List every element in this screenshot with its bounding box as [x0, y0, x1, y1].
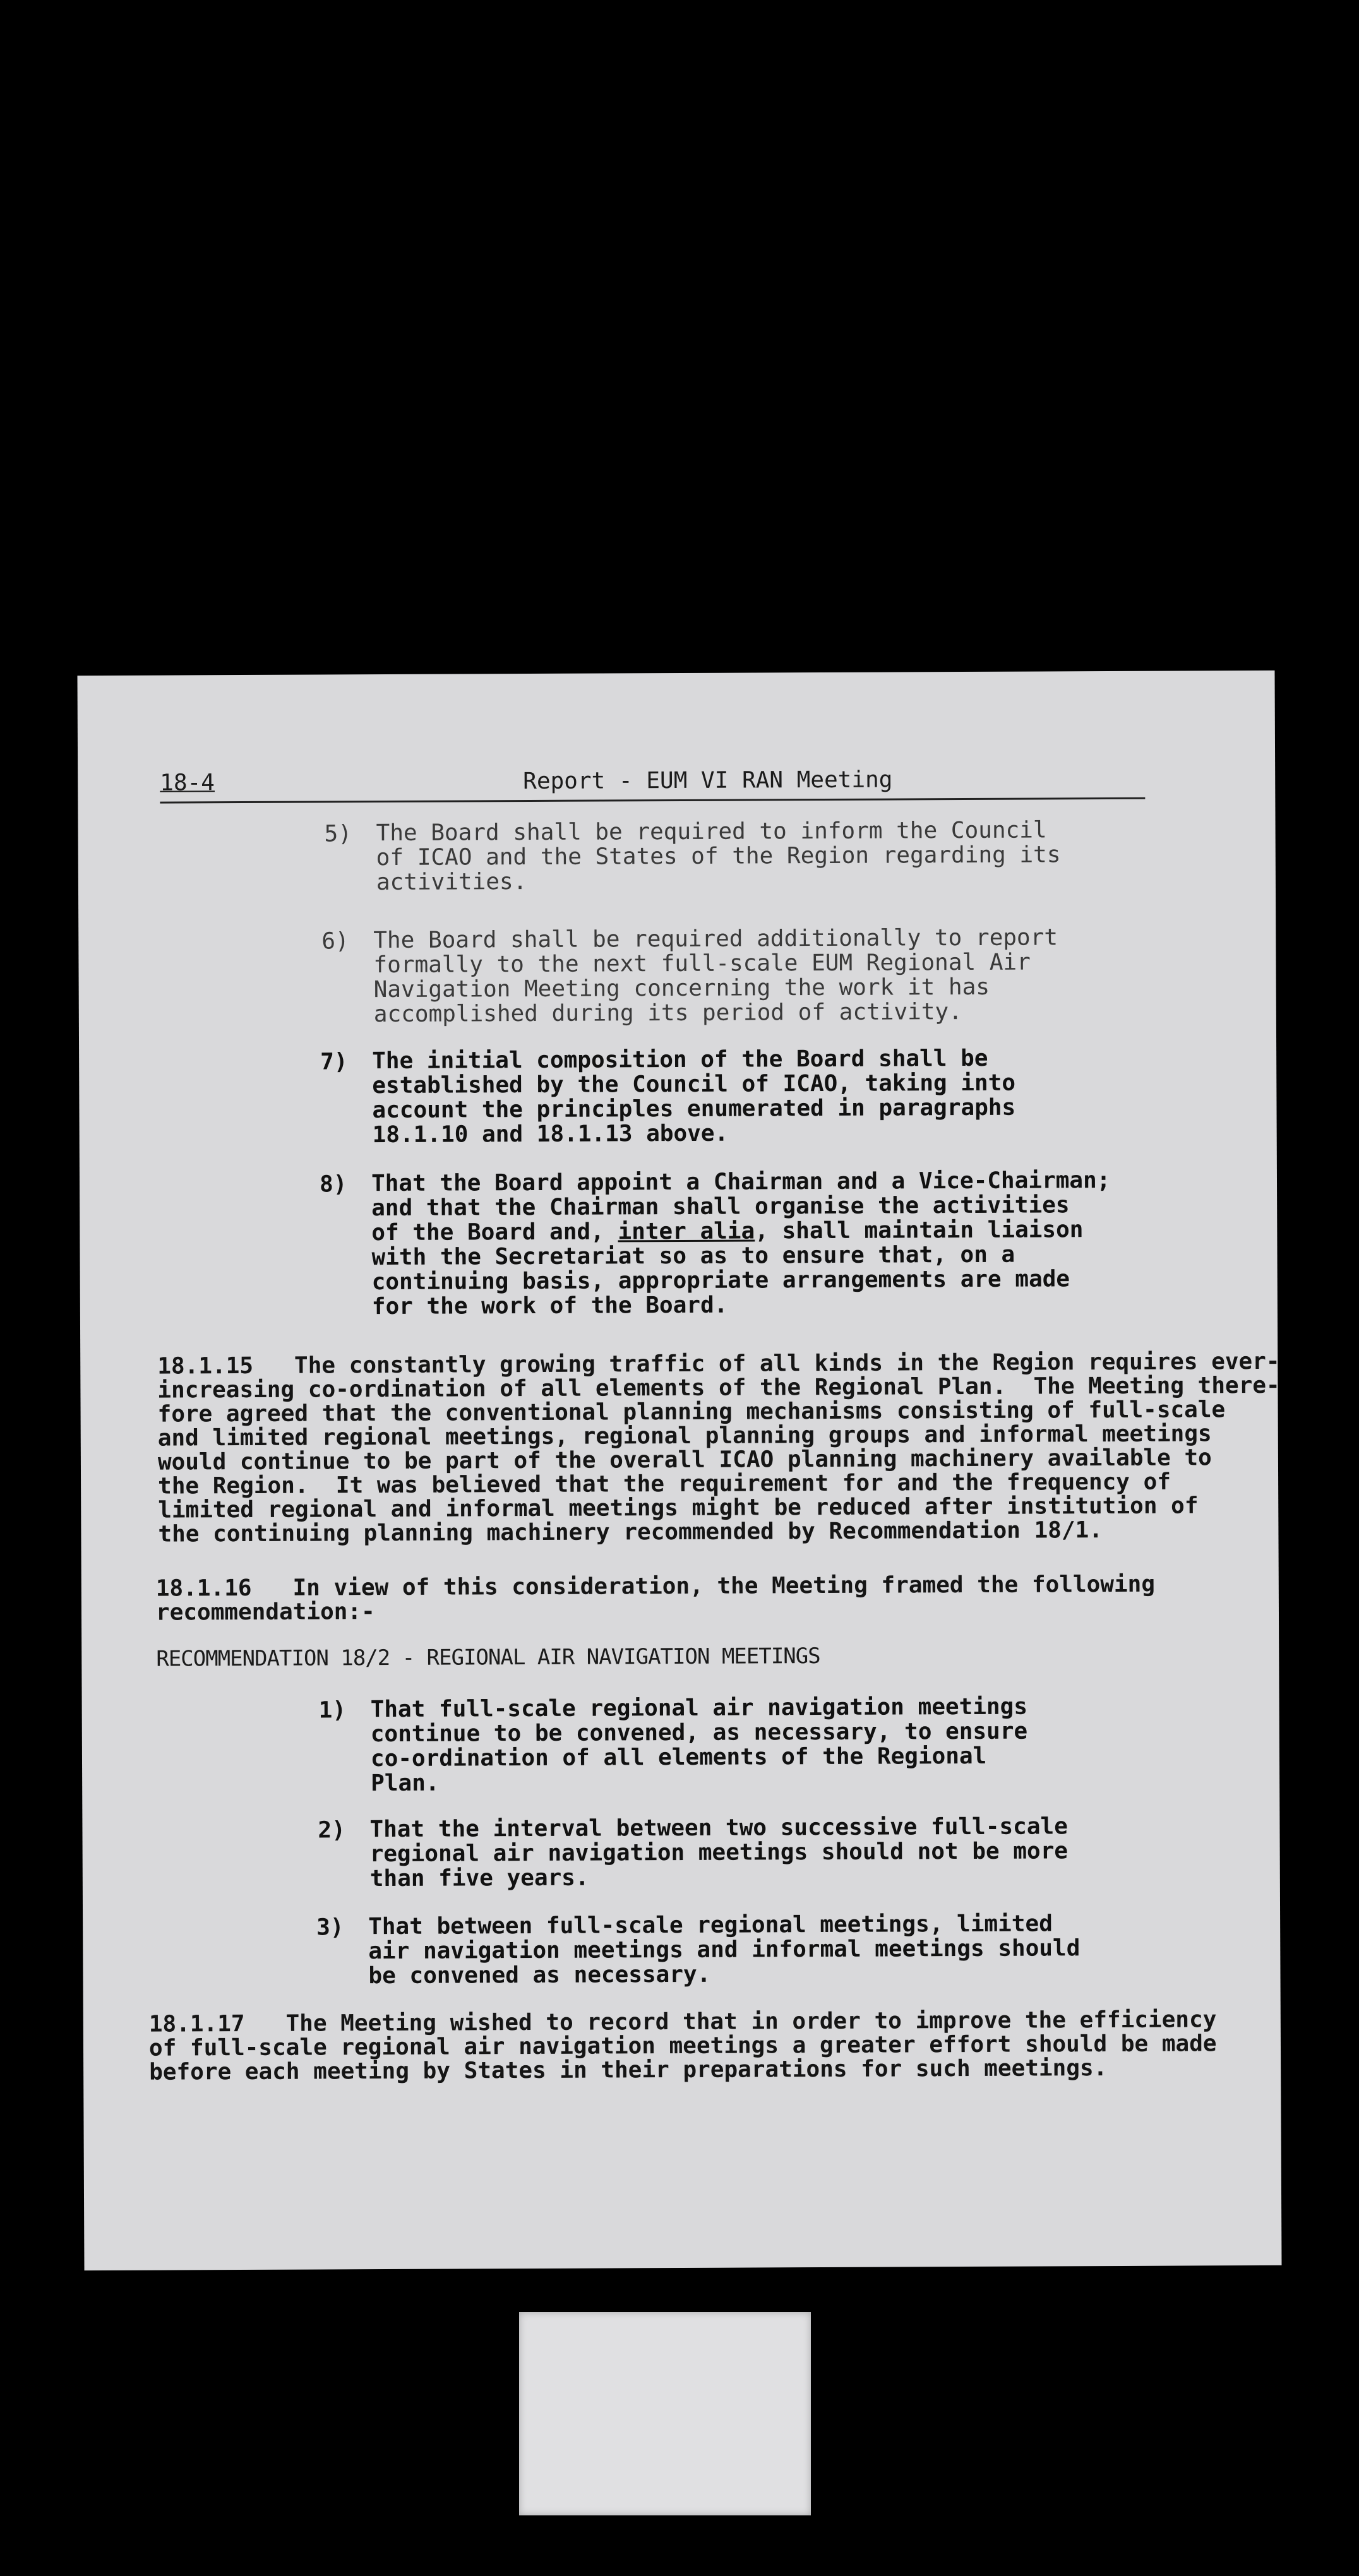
page-number: 18-4: [160, 770, 215, 796]
item-text: That full-scale regional air navigation meetings continue to be convened, as necessary, to ensure co-ordination of all elements of the Regional Plan.: [370, 1693, 1028, 1797]
item-number: 2): [318, 1817, 345, 1844]
item-text: The Board shall be required to inform the Council of ICAO and the States of the Region regarding its activities.: [376, 817, 1061, 896]
paragraph-18-1-17: 18.1.17 The Meeting wished to record that in order to improve the efficiency of full-scale regional air navigation meetings a greater effort should be made before each meeting by States in their preparations for such meetings.: [148, 2007, 1217, 2085]
emphasis-text: inter alia: [618, 1218, 755, 1245]
document-page: [77, 671, 1281, 2270]
item-line: , shall maintain liaison: [755, 1217, 1084, 1244]
page-header: [160, 766, 1145, 804]
item-text: That the interval between two successive full-scale regional air navigation meetings should not be more than five years.: [369, 1813, 1069, 1892]
item-text: The initial composition of the Board shall be established by the Council of ICAO, taking into account the principles enumerated in paragraphs 18.1.10 and 18.1.13 above.: [372, 1045, 1016, 1148]
recommendation-title: RECOMMENDATION 18/2 - REGIONAL AIR NAVIGATION MEETINGS: [156, 1643, 820, 1672]
item-line: with the Secretariat so as to ensure that, on a continuing basis, appropriate arrangements are made for the work of the Board.: [371, 1241, 1070, 1320]
item-line: That the Board appoint a Chairman and a Vice-Chairman;: [371, 1167, 1111, 1197]
item-number: 6): [321, 928, 349, 955]
item-number: 8): [319, 1171, 347, 1198]
item-number: 7): [320, 1049, 348, 1075]
item-line: of the Board and,: [371, 1219, 618, 1246]
item-text: [371, 1168, 1111, 1319]
header-title: Report - EUM VI RAN Meeting: [523, 766, 893, 795]
paragraph-18-1-16: 18.1.16 In view of this consideration, the Meeting framed the following recommendation:-: [155, 1571, 1156, 1626]
item-number: 3): [316, 1914, 344, 1941]
item-number: 5): [324, 821, 352, 847]
item-number: 1): [318, 1697, 347, 1724]
item-text: That between full-scale regional meetings, limited air navigation meetings and informal meetings should be convened as necessary.: [368, 1911, 1081, 1989]
item-text: The Board shall be required additionally to report formally to the next full-scale EUM Regional Air Navigation Meeting concerning the work it has accomplished during its period of activity.: [373, 924, 1058, 1028]
paragraph-18-1-15: 18.1.15 The constantly growing traffic of all kinds in the Region requires ever- increasing co-ordination of all elements of the Regional Plan. The Meeting there- fore agreed that the conventional planning mechanisms consisting of full-scale and limited regional meetings, regional planning groups and informal meetings would continue to be part of the overall ICAO planning machinery available to the Region. It was believed that the requirement for and the frequency of limited regional and informal meetings might be reduced after institution of the continuing planning machinery recommended by Recommendation 18/1.: [157, 1348, 1280, 1547]
item-line: and that the Chairman shall organise the activities: [371, 1192, 1070, 1222]
blank-card: [519, 2312, 811, 2515]
